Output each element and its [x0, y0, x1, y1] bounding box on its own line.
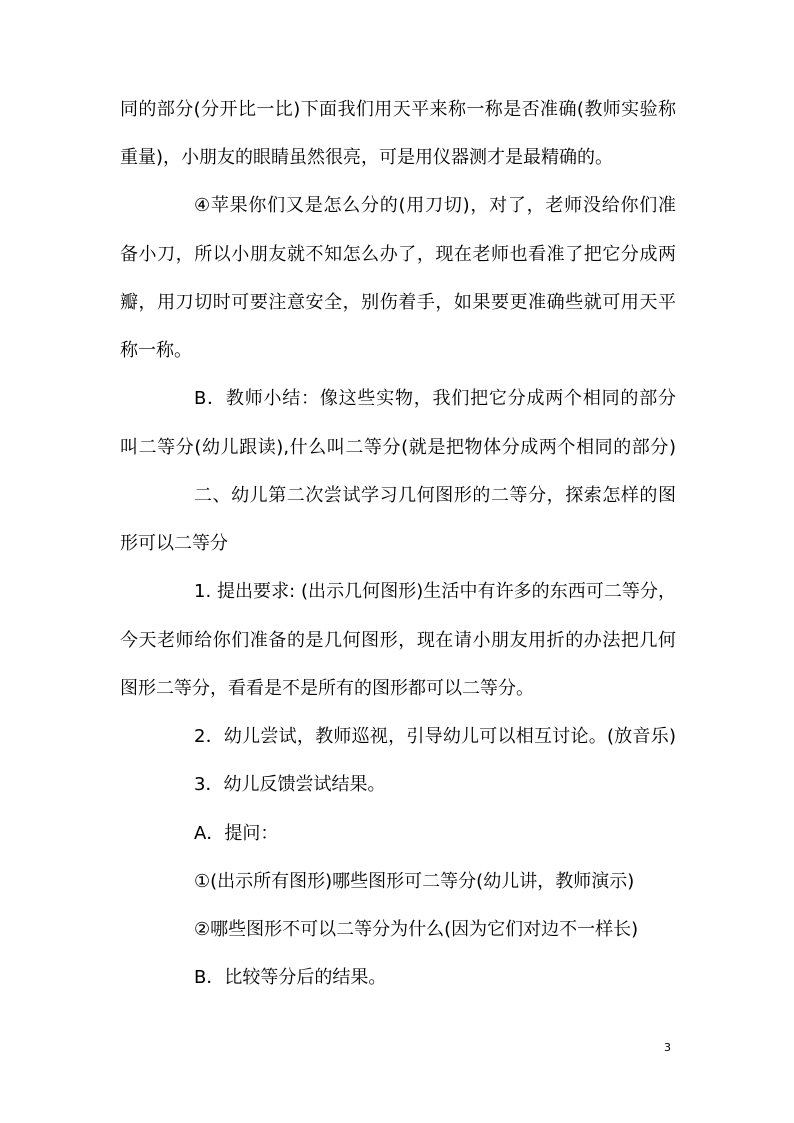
paragraph-line-19: B．比较等分后的结果。	[194, 967, 387, 988]
paragraph-line-6: 称一称。	[120, 340, 192, 361]
paragraph-line-8: 叫二等分(幼儿跟读),什么叫二等分(就是把物体分成两个相同的部分)	[120, 437, 676, 458]
paragraph-line-10: 形可以二等分	[120, 533, 228, 554]
paragraph-line-5: 瓣，用刀切时可要注意安全，别伤着手，如果要更准确些就可用天平	[120, 292, 676, 313]
paragraph-line-13: 图形二等分，看看是不是所有的图形都可以二等分。	[120, 678, 534, 699]
paragraph-line-7: B．教师小结：像这些实物，我们把它分成两个相同的部分	[194, 388, 676, 409]
paragraph-line-18: ②哪些图形不可以二等分为什么(因为它们对边不一样长)	[194, 919, 639, 940]
paragraph-line-15: 3．幼儿反馈尝试结果。	[194, 774, 386, 795]
paragraph-line-16: A．提问：	[194, 823, 279, 844]
paragraph-line-9: 二、幼儿第二次尝试学习几何图形的二等分，探索怎样的图	[194, 485, 676, 506]
paragraph-line-3: ④苹果你们又是怎么分的(用刀切)，对了，老师没给你们准	[194, 195, 676, 216]
paragraph-line-12: 今天老师给你们准备的是几何图形，现在请小朋友用折的办法把几何	[120, 630, 676, 651]
paragraph-line-11: 1. 提出要求: (出示几何图形)生活中有许多的东西可二等分，	[194, 581, 676, 602]
paragraph-line-17: ①(出示所有图形)哪些图形可二等分(幼儿讲，教师演示)	[194, 871, 635, 892]
paragraph-line-4: 备小刀，所以小朋友就不知怎么办了，现在老师也看准了把它分成两	[120, 244, 676, 265]
page-number: 3	[664, 1041, 671, 1054]
paragraph-line-14: 2．幼儿尝试，教师巡视，引导幼儿可以相互讨论。(放音乐)	[194, 726, 676, 747]
paragraph-line-1: 同的部分(分开比一比)下面我们用天平来称一称是否准确(教师实验称	[120, 99, 676, 120]
paragraph-line-2: 重量)，小朋友的眼睛虽然很亮，可是用仪器测才是最精确的。	[120, 147, 614, 168]
